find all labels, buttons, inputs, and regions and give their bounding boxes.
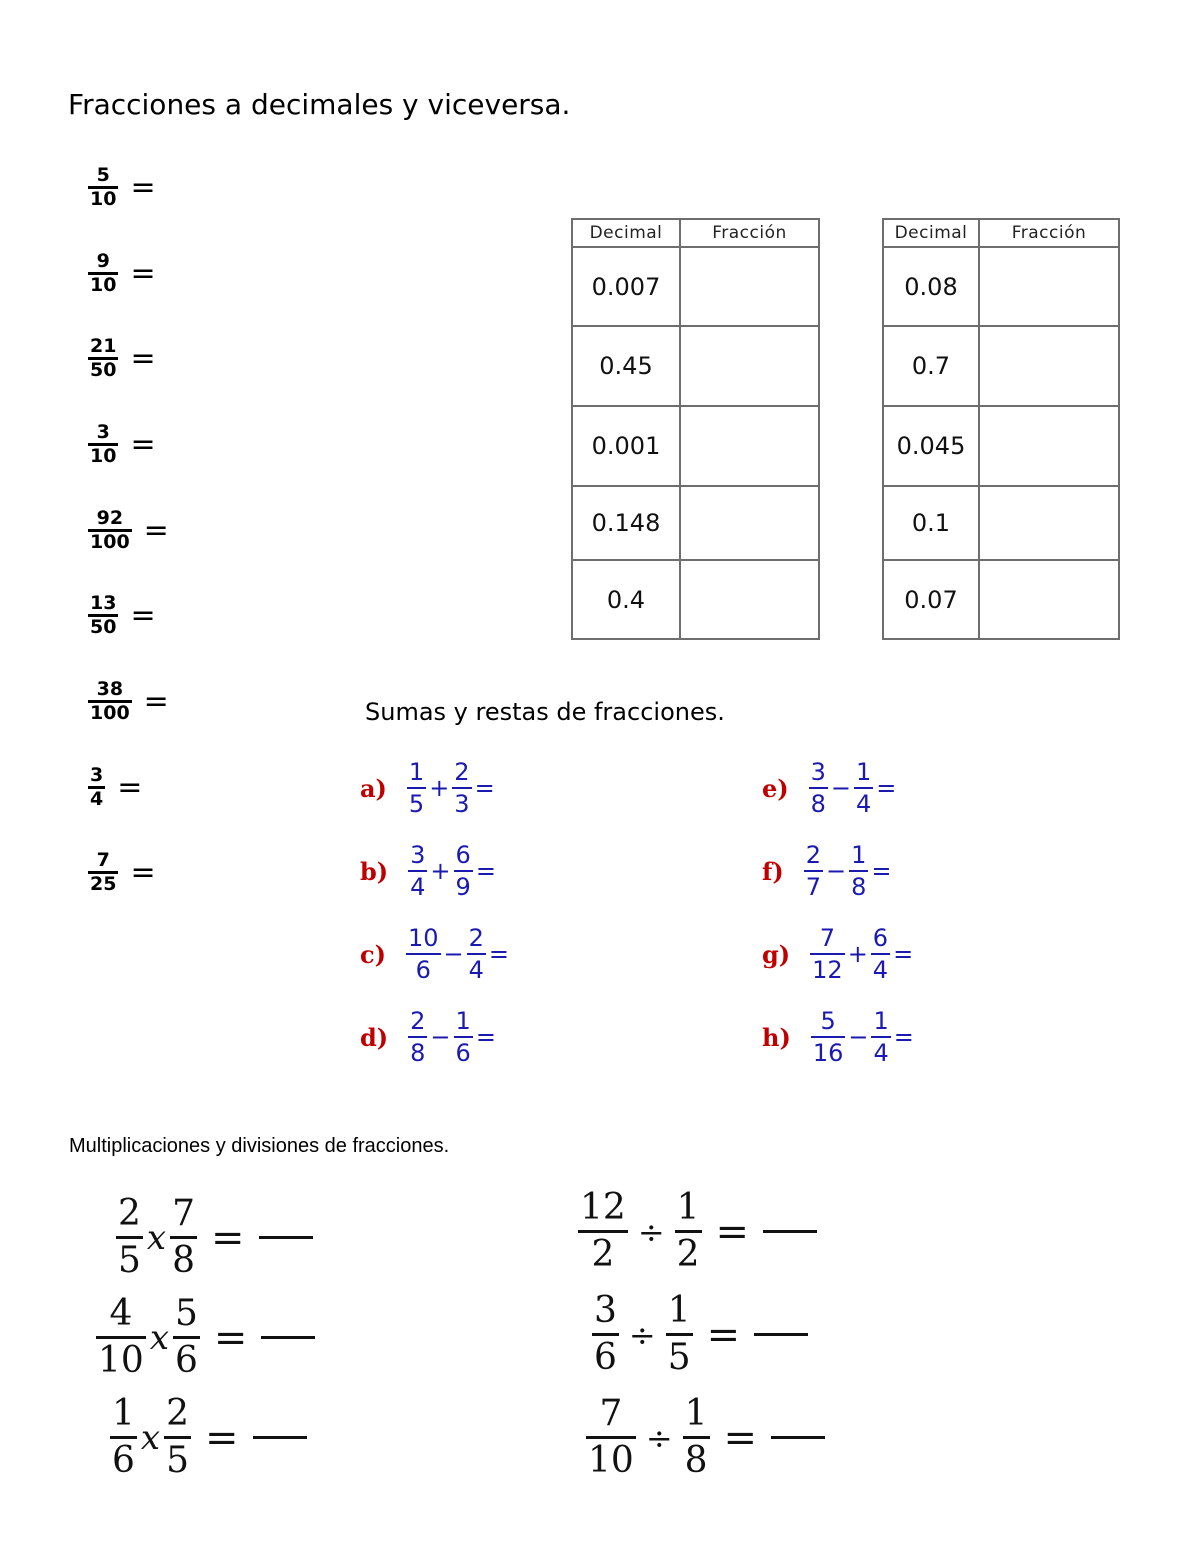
table-row [572, 406, 819, 486]
denominator: 6 [594, 1337, 617, 1378]
sum-exercise [762, 843, 894, 899]
denominator: 16 [812, 1039, 844, 1067]
fraction-answer-cell[interactable] [979, 486, 1119, 560]
table-row [883, 326, 1119, 406]
table-row [572, 486, 819, 560]
denominator: 10 [98, 1340, 144, 1381]
answer-blank[interactable] [771, 1436, 825, 1439]
fraction [871, 1009, 890, 1065]
fraction [88, 509, 132, 552]
denominator: 12 [812, 956, 843, 984]
fraction [578, 1187, 628, 1275]
equals-sign: = [130, 341, 156, 376]
exercise-label: a) [360, 773, 387, 803]
fraction [88, 851, 118, 894]
sum-exercise [762, 926, 916, 982]
equals-sign: = [130, 427, 156, 462]
table-row [572, 247, 819, 326]
fraction [452, 760, 471, 816]
sum-exercise [360, 843, 499, 899]
fraction-answer-cell[interactable] [680, 560, 819, 639]
numerator: 7 [172, 1193, 195, 1234]
denominator: 5 [118, 1240, 141, 1281]
numerator: 2 [166, 1393, 189, 1434]
decimal-cell: 0.7 [883, 326, 979, 406]
fraction [454, 1009, 473, 1065]
numerator: 3 [410, 841, 426, 869]
table-row [883, 406, 1119, 486]
fraction [454, 843, 473, 899]
denominator: 4 [872, 956, 889, 984]
equals-sign: = [474, 774, 495, 802]
denominator: 10 [588, 1440, 634, 1481]
operator: − [443, 940, 464, 968]
fraction [170, 1193, 197, 1281]
numerator: 5 [175, 1293, 198, 1334]
numerator: 1 [408, 758, 425, 786]
table-row [883, 486, 1119, 560]
fraction [809, 760, 828, 816]
exercise-label: e) [762, 773, 789, 803]
denominator: 100 [90, 531, 130, 553]
sum-exercise [762, 1009, 917, 1065]
table-header-decimal: Decimal [883, 219, 979, 247]
table-header-fraction: Fracción [979, 219, 1119, 247]
decimal-cell: 0.007 [572, 247, 680, 326]
equals-sign: = [205, 1414, 239, 1461]
decimal-cell: 0.08 [883, 247, 979, 326]
denominator: 5 [166, 1440, 189, 1481]
fraction-bar [586, 1436, 636, 1439]
fraction [406, 926, 441, 982]
numerator: 2 [454, 758, 470, 786]
fraction [407, 760, 426, 816]
fraction [811, 1009, 846, 1065]
fraction-item [88, 766, 142, 809]
decimal-cell: 0.4 [572, 560, 680, 639]
fraction-bar [871, 953, 890, 955]
numerator: 1 [684, 1393, 708, 1434]
fraction [173, 1293, 200, 1381]
fraction [88, 766, 105, 809]
numerator: 1 [856, 758, 872, 786]
operator: − [430, 1023, 451, 1051]
fraction-answer-cell[interactable] [979, 406, 1119, 486]
operator: x [140, 1417, 161, 1458]
fraction-bar [406, 953, 441, 955]
denominator: 4 [468, 956, 484, 984]
fraction-answer-cell[interactable] [680, 247, 819, 326]
decimal-cell: 0.001 [572, 406, 680, 486]
denominator: 10 [90, 274, 117, 296]
fraction-bar [849, 870, 868, 872]
fraction-bar [454, 1036, 473, 1038]
table-header-fraction: Fracción [680, 219, 819, 247]
multiplication-exercise [110, 1393, 307, 1481]
fraction-item [88, 252, 156, 295]
numerator: 1 [676, 1187, 700, 1228]
numerator: 6 [872, 924, 889, 952]
fraction-bar [810, 953, 845, 955]
denominator: 50 [90, 359, 117, 381]
fraction [804, 843, 823, 899]
fraction [675, 1187, 702, 1275]
fraction-bar [164, 1436, 191, 1439]
denominator: 6 [112, 1440, 135, 1481]
denominator: 50 [90, 616, 117, 638]
fraction [810, 926, 845, 982]
fraction-bar [809, 787, 828, 789]
numerator: 4 [109, 1293, 133, 1334]
equals-sign: = [706, 1311, 741, 1358]
operator: x [149, 1317, 169, 1358]
equals-sign: = [117, 770, 143, 805]
denominator: 5 [408, 790, 425, 818]
fraction-answer-cell[interactable] [680, 326, 819, 406]
fraction-item [88, 851, 156, 894]
fraction [854, 760, 873, 816]
answer-blank[interactable] [253, 1436, 307, 1439]
equals-sign: = [876, 774, 897, 802]
equals-sign: = [715, 1208, 750, 1255]
division-exercise [586, 1393, 825, 1481]
division-exercise [578, 1187, 817, 1275]
equals-sign: = [871, 857, 892, 885]
numerator: 3 [594, 1290, 617, 1331]
denominator: 8 [172, 1240, 195, 1281]
section-title-sums: Sumas y restas de fracciones. [365, 698, 725, 726]
sum-exercise [360, 760, 498, 816]
operator: ÷ [645, 1418, 673, 1457]
equals-sign: = [130, 855, 156, 890]
numerator: 1 [667, 1290, 691, 1331]
numerator: 2 [410, 1007, 426, 1035]
equals-sign: = [130, 170, 156, 205]
table-row [572, 326, 819, 406]
table-header-decimal: Decimal [572, 219, 680, 247]
sum-exercise [360, 1009, 499, 1065]
decimal-table-1 [571, 218, 820, 640]
numerator: 38 [96, 678, 124, 700]
denominator: 3 [454, 790, 470, 818]
multiplication-exercise [96, 1293, 315, 1381]
numerator: 13 [90, 592, 117, 614]
numerator: 3 [90, 764, 104, 786]
fraction [849, 843, 868, 899]
exercise-label: f) [762, 856, 784, 886]
fraction-bar [578, 1230, 628, 1233]
table-row [883, 560, 1119, 639]
denominator: 4 [90, 788, 104, 810]
fraction-bar [408, 1036, 427, 1038]
fraction-item [88, 337, 156, 380]
equals-sign: = [143, 684, 169, 719]
numerator: 7 [819, 924, 836, 952]
fraction [96, 1293, 146, 1381]
denominator: 2 [591, 1234, 615, 1275]
fraction [88, 337, 118, 380]
numerator: 21 [90, 335, 117, 357]
denominator: 25 [90, 873, 117, 895]
fraction-bar [592, 1333, 619, 1336]
denominator: 9 [455, 873, 471, 901]
equals-sign: = [143, 513, 169, 548]
fraction-answer-cell[interactable] [979, 247, 1119, 326]
numerator: 9 [96, 250, 110, 272]
table-row [572, 560, 819, 639]
denominator: 6 [455, 1039, 471, 1067]
answer-blank[interactable] [763, 1230, 817, 1233]
fraction [164, 1393, 191, 1481]
operator: − [825, 857, 847, 885]
equals-sign: = [723, 1414, 758, 1461]
denominator: 10 [90, 188, 117, 210]
fraction-bar [454, 870, 473, 872]
numerator: 2 [468, 924, 484, 952]
numerator: 5 [96, 164, 110, 186]
fraction-item [88, 423, 156, 466]
section-title-multiplication: Multiplicaciones y divisiones de fracciones. [69, 1135, 450, 1157]
decimal-cell: 0.45 [572, 326, 680, 406]
exercise-label: c) [360, 939, 386, 969]
fraction-bar [96, 1336, 146, 1339]
operator: + [429, 774, 450, 802]
equals-sign: = [893, 1023, 914, 1051]
answer-blank[interactable] [261, 1336, 315, 1339]
numerator: 1 [455, 1007, 471, 1035]
division-exercise [592, 1290, 808, 1378]
numerator: 1 [873, 1007, 889, 1035]
sum-exercise [360, 926, 512, 982]
numerator: 6 [455, 841, 471, 869]
fraction [110, 1393, 137, 1481]
fraction-bar [170, 1236, 197, 1239]
fraction-answer-cell[interactable] [979, 326, 1119, 406]
exercise-label: h) [762, 1022, 791, 1052]
fraction [88, 166, 118, 209]
fraction-bar [467, 953, 486, 955]
numerator: 3 [810, 758, 826, 786]
section-title-decimals: Fracciones a decimales y viceversa. [68, 88, 571, 121]
fraction [88, 423, 118, 466]
decimal-cell: 0.148 [572, 486, 680, 560]
denominator: 8 [810, 790, 826, 818]
fraction-bar [675, 1230, 702, 1233]
fraction [871, 926, 890, 982]
fraction [408, 1009, 427, 1065]
equals-sign: = [475, 857, 496, 885]
equals-sign: = [213, 1314, 248, 1361]
denominator: 2 [676, 1234, 700, 1275]
fraction [683, 1393, 710, 1481]
operator: ÷ [637, 1212, 665, 1251]
fraction [88, 252, 118, 295]
denominator: 4 [856, 790, 872, 818]
fraction-bar [407, 787, 426, 789]
denominator: 8 [851, 873, 867, 901]
denominator: 100 [90, 702, 130, 724]
exercise-label: b) [360, 856, 389, 886]
fraction [88, 594, 118, 637]
operator: − [830, 774, 852, 802]
numerator: 3 [96, 421, 110, 443]
fraction-bar [116, 1236, 143, 1239]
fraction-bar [683, 1436, 710, 1439]
equals-sign: = [893, 940, 914, 968]
equals-sign: = [211, 1214, 245, 1261]
numerator: 7 [599, 1393, 623, 1434]
numerator: 1 [851, 841, 867, 869]
denominator: 8 [410, 1039, 426, 1067]
fraction-answer-cell[interactable] [979, 560, 1119, 639]
numerator: 5 [820, 1007, 836, 1035]
fraction-bar [452, 787, 471, 789]
numerator: 1 [112, 1393, 135, 1434]
fraction-item [88, 509, 169, 552]
operator: + [847, 940, 868, 968]
fraction [586, 1393, 636, 1481]
decimal-cell: 0.045 [883, 406, 979, 486]
fraction [666, 1290, 693, 1378]
numerator: 92 [96, 507, 124, 529]
denominator: 4 [873, 1039, 889, 1067]
numerator: 10 [407, 924, 439, 952]
answer-blank[interactable] [259, 1236, 313, 1239]
fraction [592, 1290, 619, 1378]
exercise-label: g) [762, 939, 791, 969]
fraction [88, 680, 132, 723]
operator: + [430, 857, 451, 885]
table-row [883, 247, 1119, 326]
equals-sign: = [130, 598, 156, 633]
denominator: 8 [684, 1440, 708, 1481]
fraction-item [88, 594, 156, 637]
fraction-bar [811, 1036, 846, 1038]
fraction [116, 1193, 143, 1281]
fraction-answer-cell[interactable] [680, 486, 819, 560]
denominator: 6 [175, 1340, 198, 1381]
fraction-bar [804, 870, 823, 872]
fraction-bar [408, 870, 427, 872]
fraction-bar [110, 1436, 137, 1439]
decimal-cell: 0.1 [883, 486, 979, 560]
fraction-bar [854, 787, 873, 789]
decimal-cell: 0.07 [883, 560, 979, 639]
equals-sign: = [130, 256, 156, 291]
equals-sign: = [488, 940, 510, 968]
denominator: 10 [90, 445, 117, 467]
denominator: 6 [415, 956, 431, 984]
fraction-item [88, 166, 156, 209]
numerator: 2 [805, 841, 821, 869]
equals-sign: = [475, 1023, 496, 1051]
decimal-table-2 [882, 218, 1120, 640]
operator: − [848, 1023, 869, 1051]
operator: ÷ [628, 1315, 656, 1354]
answer-blank[interactable] [754, 1333, 808, 1336]
numerator: 12 [580, 1187, 626, 1228]
fraction-answer-cell[interactable] [680, 406, 819, 486]
sum-exercise [762, 760, 899, 816]
fraction-bar [173, 1336, 200, 1339]
numerator: 2 [118, 1193, 141, 1234]
denominator: 7 [805, 873, 821, 901]
denominator: 5 [667, 1337, 691, 1378]
fraction-item [88, 680, 169, 723]
operator: x [146, 1217, 167, 1258]
multiplication-exercise [116, 1193, 313, 1281]
exercise-label: d) [360, 1022, 389, 1052]
fraction-bar [666, 1333, 693, 1336]
denominator: 4 [410, 873, 426, 901]
numerator: 7 [96, 849, 110, 871]
fraction [467, 926, 486, 982]
fraction [408, 843, 427, 899]
fraction-bar [871, 1036, 890, 1038]
